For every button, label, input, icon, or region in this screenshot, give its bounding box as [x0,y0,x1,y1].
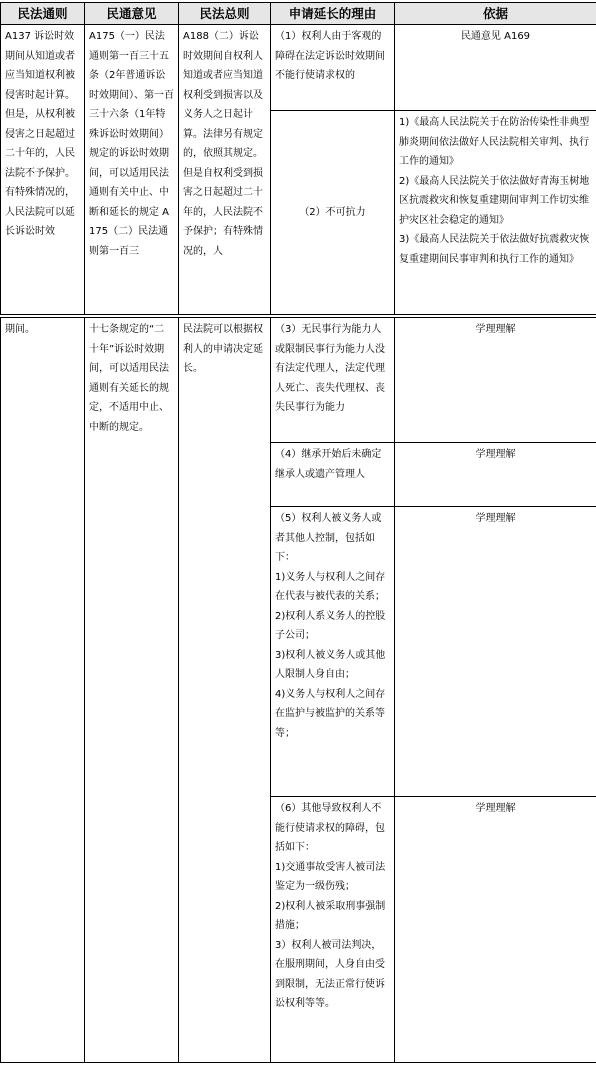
header-row [1,3,596,25]
cell-minfa-tongze-text: A137 诉讼时效期间从知道或者应当知道权利被侵害时起计算。但是，从权利被侵害之日起超过二十年的，人民法院不予保护。有特殊情况的，人民法院可以延长诉讼时效 [1,25,85,315]
cell-minfa-tongze-cont: 期间。 [1,318,85,1063]
cell-basis-5: 学理理解 [395,507,596,797]
cell-basis-3: 学理理解 [395,318,596,443]
reason-line: 1)义务人与权利人之间存在代表与被代表的关系； [275,571,386,602]
reason-line: 3）权利人被司法判决，在服刑期间，人身自由受到限制，无法正常行使诉讼权利等等。 [275,939,385,1009]
cell-basis-2 [395,111,596,315]
reason-line: 1)交通事故受害人被司法鉴定为一级伤残； [275,861,386,892]
header-extension-reason: 申请延长的理由 [271,3,395,25]
cell-reason-3: （3）无民事行为能力人或限制民事行为能力人没有法定代理人，法定代理人死亡、丧失代理权、丧失民事行为能力 [271,318,395,443]
reason-line: （5）权利人被义务人或者其他人控制，包括如下： [275,513,382,563]
table-block-1 [0,2,596,315]
cell-minfa-zongze-cont: 民法院可以根据权利人的申请决定延长。 [179,318,271,1063]
cell-reason-5 [271,507,395,797]
reason-line: 2)权利人被采取刑事强制措施； [275,900,386,931]
cell-reason-2: （2）不可抗力 [271,111,395,315]
cell-minfa-zongze-text: A188（二）诉讼时效期间自权利人知道或者应当知道权利受到损害以及义务人之日起计算。法律另有规定的，依照其规定。但是自权利受到损害之日起超过二十年的，人民法院不予保护；有特殊情况的，人 [179,25,271,315]
reason-line: 4)义务人与权利人之间存在监护与被监护的关系等等； [275,688,386,739]
basis-item: 3)《最高人民法院关于依法做好抗震救灾恢复重建期间民事审判和执行工作的通知》 [399,234,590,265]
cell-basis-4: 学理理解 [395,443,596,507]
cell-reason-6 [271,797,395,1063]
basis-item: 1)《最高人民法院关于在防治传染性非典型肺炎期间依法做好人民法院相关审判、执行工作的通知》 [399,117,590,167]
table-row [1,25,596,111]
header-mintong-yijian: 民通意见 [85,3,179,25]
cell-basis-1: 民通意见 A169 [395,25,596,111]
reason-line: 2)权利人系义务人的控股子公司； [275,610,386,641]
basis-item: 2)《最高人民法院关于依法做好青海玉树地区抗震救灾和恢复重建期间审判工作切实维护灾区社会稳定的通知》 [399,175,590,226]
cell-mintong-yijian-text: A175（一）民法通则第一百三十五条（2年普通诉讼时效期间）、第一百三十六条（1年特殊诉讼时效期间）规定的诉讼时效期间，可以适用民法通则有关中止、中断和延长的规定 A175（二）民法通则第一百三 [85,25,179,315]
cell-reason-4: （4）继承开始后未确定继承人或遗产管理人 [271,443,395,507]
cell-reason-1: （1）权利人由于客观的障碍在法定诉讼时效期间不能行使请求权的 [271,25,395,111]
reason-line: 3)权利人被义务人或其他人限制人身自由； [275,649,386,680]
header-minfa-zongze: 民法总则 [179,3,271,25]
table-block-2 [0,317,596,1063]
cell-mintong-yijian-cont: 十七条规定的“二十年”诉讼时效期间，可以适用民法通则有关延长的规定，不适用中止、中断的规定。 [85,318,179,1063]
table-row [1,318,596,443]
header-basis: 依据 [395,3,596,25]
header-minfa-tongze: 民法通则 [1,3,85,25]
reason-line: （6）其他导致权利人不能行使请求权的障碍，包括如下： [275,803,385,853]
cell-basis-6: 学理理解 [395,797,596,1063]
